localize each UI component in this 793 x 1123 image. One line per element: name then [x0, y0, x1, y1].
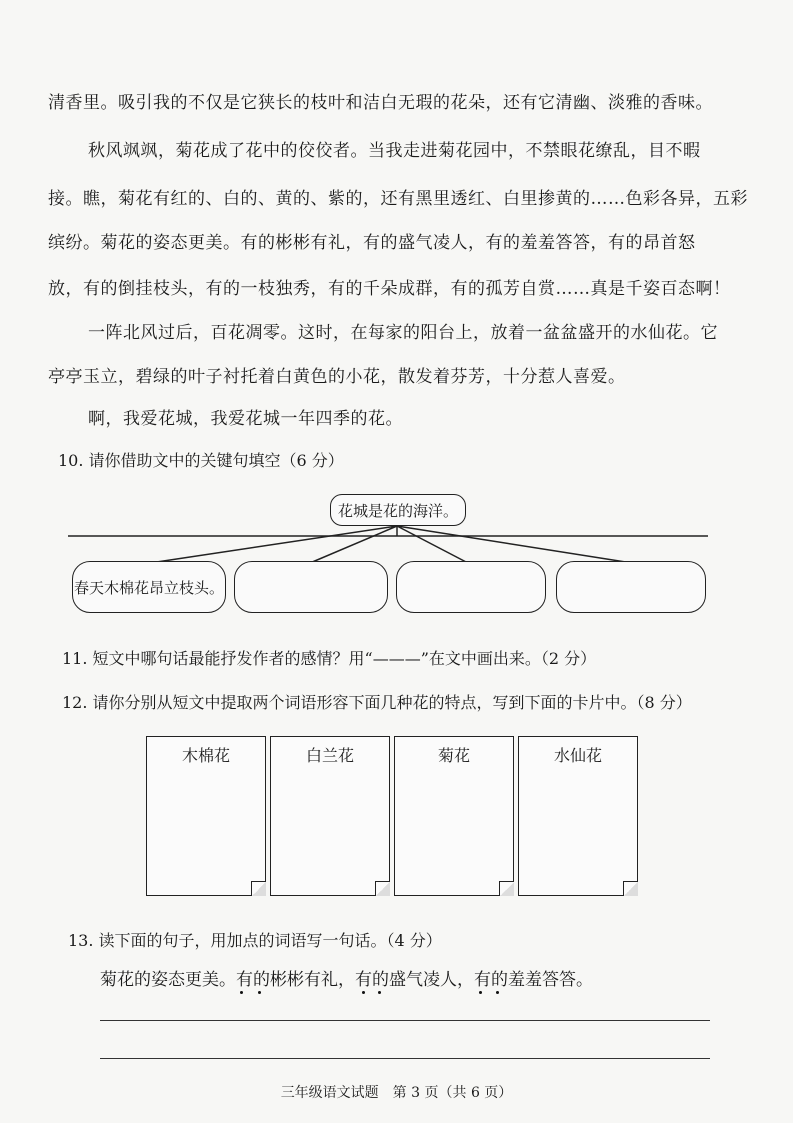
emphasis-dot — [362, 991, 365, 994]
card-mumian[interactable] — [146, 736, 266, 896]
page-fold-icon — [375, 881, 390, 896]
answer-line[interactable] — [100, 1058, 710, 1059]
card-shuixian[interactable] — [518, 736, 638, 896]
emphasis-dot — [258, 991, 261, 994]
question-11: 11. 短文中哪句话最能抒发作者的感情？用“———”在文中画出来。（2 分） — [62, 649, 597, 668]
page-fold-icon — [251, 881, 266, 896]
card-title: 菊花 — [437, 746, 470, 765]
emphasis-dot — [378, 991, 381, 994]
question-13: 13. 读下面的句子，用加点的词语写一句话。（4 分） — [68, 931, 442, 950]
branch-box-4[interactable] — [556, 561, 706, 613]
branch-box-2[interactable] — [234, 561, 388, 613]
page-footer: 三年级语文试题 第 3 页（共 6 页） — [280, 1085, 513, 1101]
diagram-root-box: 花城是花的海洋。 — [330, 494, 466, 526]
example-sentence: 菊花的姿态更美。有的彬彬有礼，有的盛气凌人，有的羞羞答答。 — [100, 970, 593, 990]
passage-line: 缤纷。菊花的姿态更美。有的彬彬有礼，有的盛气凌人，有的羞羞答答，有的昂首怒 — [48, 233, 696, 253]
card-bailan[interactable] — [270, 736, 390, 896]
card-title: 木棉花 — [181, 746, 230, 765]
question-10: 10. 请你借助文中的关键句填空（6 分） — [58, 451, 344, 470]
card-title: 水仙花 — [553, 746, 602, 765]
passage-line: 接。瞧，菊花有红的、白的、黄的、紫的，还有黑里透红、白里掺黄的……色彩各异，五彩 — [48, 189, 748, 209]
emphasis-dot — [496, 991, 499, 994]
passage-line: 亭亭玉立，碧绿的叶子衬托着白黄色的小花，散发着芬芳，十分惹人喜爱。 — [48, 367, 626, 387]
emphasis-dot — [479, 991, 482, 994]
passage-line: 清香里。吸引我的不仅是它狭长的枝叶和洁白无瑕的花朵，还有它清幽、淡雅的香味。 — [48, 93, 713, 113]
passage-line: 秋风飒飒，菊花成了花中的佼佼者。当我走进菊花园中，不禁眼花缭乱，目不暇 — [88, 141, 701, 161]
page-fold-icon — [623, 881, 638, 896]
card-title: 白兰花 — [305, 746, 354, 765]
question-12: 12. 请你分别从短文中提取两个词语形容下面几种花的特点，写到下面的卡片中。（8 分） — [62, 693, 692, 712]
answer-line[interactable] — [100, 1020, 710, 1021]
passage-line: 啊，我爱花城，我爱花城一年四季的花。 — [88, 409, 403, 429]
branch-box-1: 春天木棉花昂立枝头。 — [72, 561, 226, 613]
page-fold-icon — [499, 881, 514, 896]
card-juhua[interactable] — [394, 736, 514, 896]
emphasis-dot — [240, 991, 243, 994]
branch-box-3[interactable] — [396, 561, 546, 613]
passage-line: 放，有的倒挂枝头，有的一枝独秀，有的千朵成群，有的孤芳自赏……真是千姿百态啊！ — [48, 279, 731, 299]
passage-line: 一阵北风过后，百花凋零。这时，在每家的阳台上，放着一盆盆盛开的水仙花。它 — [88, 323, 718, 343]
